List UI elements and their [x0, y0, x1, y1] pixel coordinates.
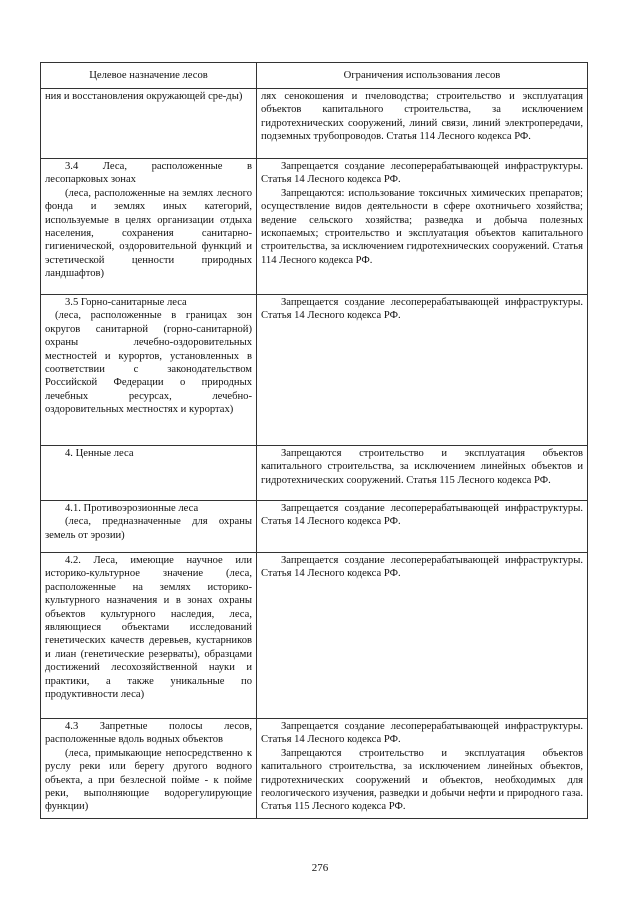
restrictions-text: Запрещается создание лесоперерабатывающей инфраструктуры. Статья 14 Лесного кодекса РФ. [261, 297, 583, 322]
purpose-cell [41, 719, 257, 819]
header-purpose: Целевое назначение лесов [41, 63, 257, 89]
restrictions-text: Запрещается создание лесоперерабатывающей инфраструктуры. Статья 14 Лесного кодекса РФ. [261, 555, 583, 580]
purpose-text: ния и восстановления окружающей сре-ды) [45, 91, 243, 102]
forest-restrictions-table [40, 62, 588, 819]
restrictions-cell [257, 295, 588, 446]
purpose-cell [41, 89, 257, 159]
restrictions-cell [257, 159, 588, 295]
restrictions-cell [257, 501, 588, 553]
restrictions-text: лях сенокошения и пчеловодства; строительство и эксплуатация объектов капитального строительства, за исключением гидротехнических сооружений, линий связи, линий электропередачи, подземных трубопроводов. Статья 114 Лесного кодекса РФ. [261, 91, 583, 143]
table-row [41, 501, 588, 553]
purpose-description: (леса, расположенные на землях лесного фонда и землях иных категорий, используемые в целях организации отдыха населения, сохранения санитарно-гигиенической, оздоровительной функций и эстетической ценности природных ландшафтов) [45, 187, 252, 280]
purpose-cell [41, 446, 257, 501]
restrictions-cell [257, 89, 588, 159]
table-header-row [41, 63, 588, 89]
restrictions-text: Запрещаются строительство и эксплуатация объектов капитального строительства, за исключением линейных объектов, гидротехнических сооружений и объектов, необходимых для геологического изучения, разведки и добычи нефти и природного газа. Статья 115 Лесного кодекса РФ. [261, 747, 583, 813]
restrictions-cell [257, 446, 588, 501]
purpose-title: 3.5 Горно-санитарные леса [65, 297, 187, 308]
page-number: 276 [311, 862, 329, 874]
purpose-cell [41, 553, 257, 719]
purpose-title: 4.1. Противоэрозионные леса [65, 503, 199, 514]
purpose-cell [41, 159, 257, 295]
table-row [41, 295, 588, 446]
purpose-cell [41, 501, 257, 553]
purpose-description: (леса, предназначенные для охраны земель от эрозии) [45, 516, 252, 541]
purpose-title: 4.2. Леса, имеющие научное или историко-культурное значение (леса, расположенные на землях историко-культурного назначения и в зонах охраны объектов культурного наследия, леса, являющиеся объектами исследований генетических качеств деревьев, кустарников и лиан (генетические резерваты), образцами достижений лесохозяйственной науки и практики, а также уникальные по продуктивности леса) [45, 555, 252, 701]
purpose-title: 4. Ценные леса [65, 448, 134, 459]
restrictions-text: Запрещаются: использование токсичных химических препаратов; осуществление видов деятельности в сфере охотничьего хозяйства; ведение сельского хозяйства; разведка и добыча полезных ископаемых; строительство и эксплуатация объектов капитального строительства, за исключением гидротехнических сооружений. Статья 114 Лесного кодекса РФ. [261, 187, 583, 266]
purpose-title: 4.3 Запретные полосы лесов, расположенные вдоль водных объектов [45, 721, 252, 746]
purpose-title: 3.4 Леса, расположенные в лесопарковых зонах [45, 161, 252, 186]
restrictions-text: Запрещается создание лесоперерабатывающей инфраструктуры. Статья 14 Лесного кодекса РФ. [261, 721, 583, 746]
restrictions-cell [257, 719, 588, 819]
header-restrictions: Ограничения использования лесов [257, 63, 588, 89]
purpose-description: (леса, примыкающие непосредственно к руслу реки или берегу другого водного объекта, а при безлесной пойме - к пойме реки, выполняющие водорегулирующие функции) [45, 747, 252, 813]
purpose-description: (леса, расположенные в границах зон округов санитарной (горно-санитарной) охраны лечебно-оздоровительных местностей и курортов, установленных в соответствии с законодательством Российской Федерации о природных лечебных ресурсах, лечебно-оздоровительных местностях и курортах) [45, 310, 252, 416]
table-row [41, 446, 588, 501]
table-row [41, 553, 588, 719]
restrictions-text: Запрещается создание лесоперерабатывающей инфраструктуры. Статья 14 Лесного кодекса РФ. [261, 503, 583, 528]
table-row [41, 719, 588, 819]
restrictions-text: Запрещается создание лесоперерабатывающей инфраструктуры. Статья 14 Лесного кодекса РФ. [261, 161, 583, 186]
restrictions-cell [257, 553, 588, 719]
purpose-cell [41, 295, 257, 446]
restrictions-text: Запрещаются строительство и эксплуатация объектов капитального строительства, за исключением линейных объектов и гидротехнических сооружений. Статья 115 Лесного кодекса РФ. [261, 448, 583, 486]
table-row [41, 89, 588, 159]
table-row [41, 159, 588, 295]
